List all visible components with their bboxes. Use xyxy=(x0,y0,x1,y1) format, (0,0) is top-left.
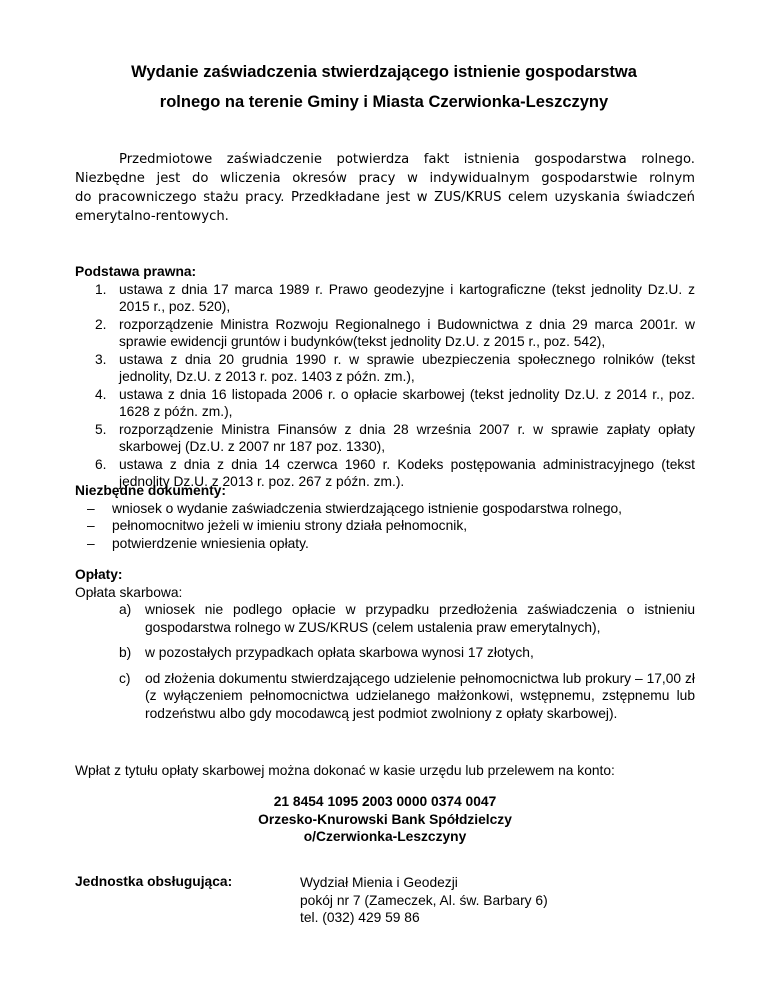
document-title-line-1: Wydanie zaświadczenia stwierdzającego istnienie gospodarstwa xyxy=(131,63,637,81)
list-letter: c) xyxy=(119,670,131,686)
legal-basis-text: ustawa z dnia 16 listopada 2006 r. o opłacie skarbowej (tekst jednolity Dz.U. z 2014 r., poz. 1628 z późn. zm.), xyxy=(119,386,695,419)
document-item xyxy=(75,535,695,553)
intro-paragraph xyxy=(75,150,695,226)
legal-basis-text: rozporządzenie Ministra Finansów z dnia 28 września 2007 r. w sprawie zapłaty opłaty skarbowej (Dz.U. z 2007 nr 187 poz. 1330), xyxy=(119,421,695,454)
document-title-line-2: rolnego na terenie Gminy i Miasta Czerwionka-Leszczyny xyxy=(159,93,609,111)
legal-basis-list xyxy=(75,281,695,491)
list-number: 5. xyxy=(95,421,107,437)
fee-text: w pozostałych przypadkach opłata skarbowa wynosi 17 złotych, xyxy=(145,645,534,660)
legal-basis-item xyxy=(75,386,695,421)
list-number: 4. xyxy=(95,386,107,402)
fee-item xyxy=(75,601,695,636)
intro-line: Niezbędne jest do wliczenia okresów pracy w indywidualnym gospodarstwie rolnym xyxy=(75,171,695,186)
legal-basis-section xyxy=(75,263,695,491)
fee-item xyxy=(75,644,695,662)
fees-section xyxy=(75,566,695,730)
document-text: pełnomocnitwo jeżeli w imieniu strony działa pełnomocnik, xyxy=(112,518,468,533)
document-item xyxy=(75,517,695,535)
list-number: 3. xyxy=(95,351,107,367)
document-text: potwierdzenie wniesienia opłaty. xyxy=(112,535,309,551)
legal-basis-item xyxy=(75,351,695,386)
payment-note: Wpłat z tytułu opłaty skarbowej można dokonać w kasie urzędu lub przelewem na konto: xyxy=(75,763,615,778)
legal-basis-text: ustawa z dnia 17 marca 1989 r. Prawo geodezyjne i kartograficzne (tekst jednolity Dz.U. z 2015 r., poz. 520), xyxy=(119,281,695,314)
fees-heading: Opłaty: xyxy=(75,567,123,582)
legal-basis-item xyxy=(75,316,695,351)
unit-details xyxy=(300,874,548,927)
fee-text: wniosek nie podlego opłacie w przypadku przedłożenia zaświadczenia o istnieniu gospodarstwa rolnego w ZUS/KRUS (celem ustalenia praw emerytalnych), xyxy=(145,602,695,635)
legal-basis-text: rozporządzenie Ministra Rozwoju Regionalnego i Budownictwa z dnia 29 marca 2001r. w sprawie ewidencji gruntów i budynków(tekst jednolity Dz.U. z 2015 r., poz. 542), xyxy=(119,316,695,349)
fees-subheading: Opłata skarbowa: xyxy=(75,584,183,600)
unit-label: Jednostka obsługująca: xyxy=(75,874,233,889)
list-number: 6. xyxy=(95,456,107,472)
unit-name: Wydział Mienia i Geodezji xyxy=(300,875,458,890)
bank-account-block xyxy=(75,793,695,846)
intro-line: do pracowniczego stażu pracy. Przedkładane jest w ZUS/KRUS celem uzyskania świadczeń xyxy=(75,190,695,205)
dash-bullet: – xyxy=(87,535,95,551)
bank-name: Orzesko-Knurowski Bank Spółdzielczy xyxy=(258,811,512,827)
legal-basis-item xyxy=(75,281,695,316)
intro-line: emerytalno-rentowych. xyxy=(75,209,229,224)
documents-list xyxy=(75,500,695,553)
fee-item xyxy=(75,670,695,723)
list-letter: b) xyxy=(119,645,132,660)
document-item xyxy=(75,500,695,518)
legal-basis-item xyxy=(75,421,695,456)
account-number: 21 8454 1095 2003 0000 0374 0047 xyxy=(273,794,497,809)
dash-bullet: – xyxy=(87,500,95,516)
unit-phone: tel. (032) 429 59 86 xyxy=(300,910,420,925)
list-number: 2. xyxy=(95,316,107,332)
legal-basis-heading: Podstawa prawna: xyxy=(75,264,197,279)
documents-heading: Niezbędne dokumenty: xyxy=(75,483,227,498)
unit-room: pokój nr 7 (Zameczek, Al. św. Barbary 6) xyxy=(300,892,548,908)
fee-text: od złożenia dokumentu stwierdzającego udzielenie pełnomocnictwa lub prokury – 17,00 zł (z wyłączeniem pełnomocnictwa udzielanego małżonkowi, wstępnemu, zstępnemu lub rodzeństwu albo gdy mocodawcą jest podmiot zwolniony z opłaty skarbowej). xyxy=(145,670,695,721)
document-text: wniosek o wydanie zaświadczenia stwierdzającego istnienie gospodarstwa rolnego, xyxy=(112,500,623,516)
intro-line: Przedmiotowe zaświadczenie potwierdza fakt istnienia gospodarstwa rolnego. xyxy=(119,152,695,167)
dash-bullet: – xyxy=(87,518,95,533)
bank-branch: o/Czerwionka-Leszczyny xyxy=(303,829,467,844)
legal-basis-text: ustawa z dnia z dnia 14 czerwca 1960 r. Kodeks postępowania administracyjnego (tekst jednolity Dz.U. z 2013 r. poz. 267 z późn. zm.). xyxy=(119,456,695,489)
list-number: 1. xyxy=(95,281,107,297)
legal-basis-text: ustawa z dnia 20 grudnia 1990 r. w sprawie ubezpieczenia społecznego rolników (tekst jednolity, Dz.U. z 2013 r. poz. 1403 z późn. zm.), xyxy=(119,351,695,384)
list-letter: a) xyxy=(119,602,132,617)
documents-section xyxy=(75,482,695,552)
fees-list xyxy=(75,601,695,722)
